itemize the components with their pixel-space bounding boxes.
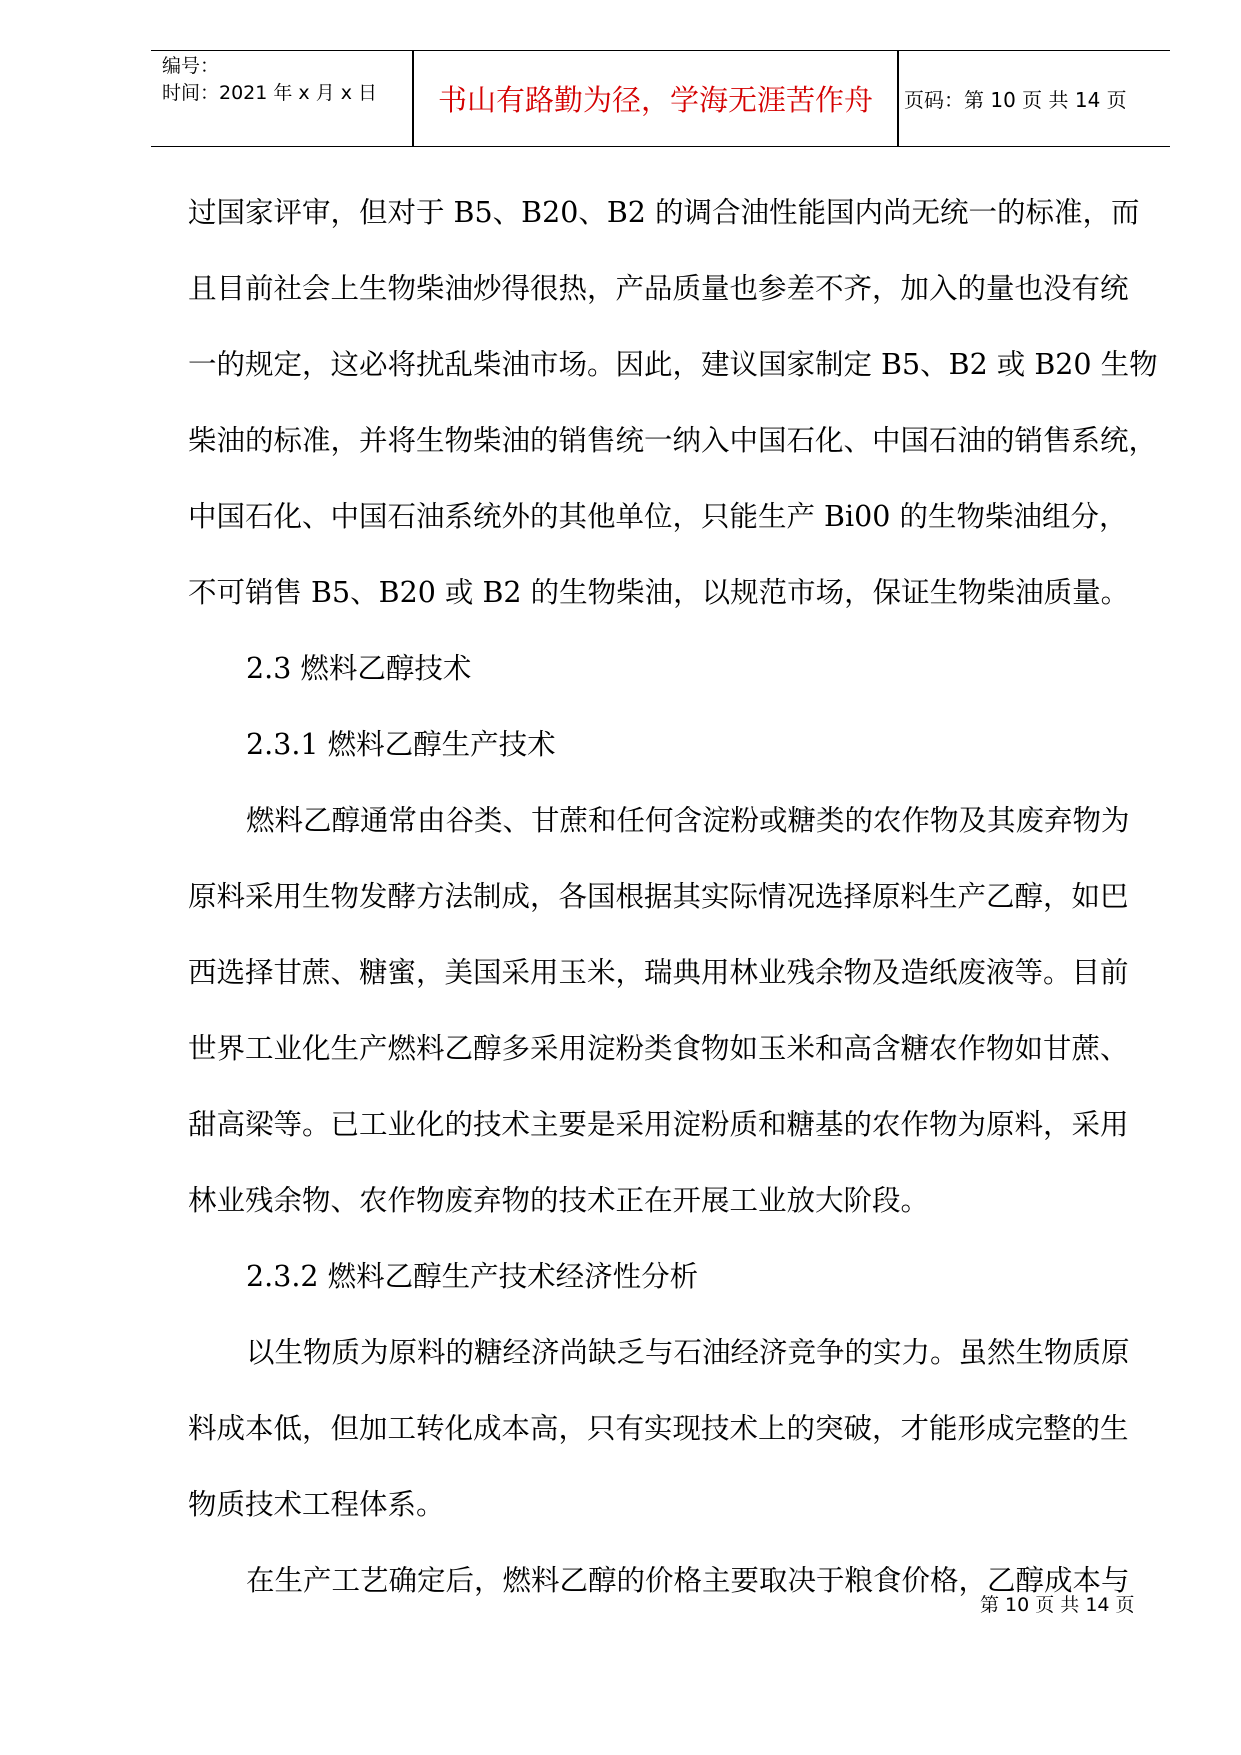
body-text-line: 物质技术工程体系。 bbox=[188, 1488, 445, 1521]
body-text-line: 西选择甘蔗、糖蜜，美国采用玉米，瑞典用林业残余物及造纸废液等。目前 bbox=[188, 956, 1129, 989]
subsection-heading: 2.3.2 燃料乙醇生产技术经济性分析 bbox=[246, 1260, 699, 1293]
body-text-line: 世界工业化生产燃料乙醇多采用淀粉类食物如玉米和高含糖农作物如甘蔗、 bbox=[188, 1032, 1129, 1065]
body-text-line: 料成本低，但加工转化成本高，只有实现技术上的突破，才能形成完整的生 bbox=[188, 1412, 1129, 1445]
subsection-heading: 2.3.1 燃料乙醇生产技术 bbox=[246, 728, 556, 761]
body-text-line: 甜高梁等。已工业化的技术主要是采用淀粉质和糖基的农作物为原料，采用 bbox=[188, 1108, 1129, 1141]
body-text-line: 林业残余物、农作物废弃物的技术正在开展工业放大阶段。 bbox=[188, 1184, 930, 1217]
header-page-number: 页码：第 10 页 共 14 页 bbox=[904, 88, 1127, 112]
body-text-line: 中国石化、中国石油系统外的其他单位，只能生产 Bi00 的生物柴油组分， bbox=[188, 500, 1128, 533]
body-text-line: 以生物质为原料的糖经济尚缺乏与石油经济竞争的实力。虽然生物质原 bbox=[246, 1336, 1130, 1369]
footer-page-number: 第 10 页 共 14 页 bbox=[980, 1594, 1135, 1616]
body-text-line: 燃料乙醇通常由谷类、甘蔗和任何含淀粉或糖类的农作物及其废弃物为 bbox=[246, 804, 1130, 837]
header-meta bbox=[162, 53, 414, 107]
body-text-line: 柴油的标准，并将生物柴油的销售统一纳入中国石化、中国石油的销售系统， bbox=[188, 424, 1158, 457]
body-text-line: 一的规定，这必将扰乱柴油市场。因此，建议国家制定 B5、B2 或 B20 生物 bbox=[188, 348, 1158, 381]
body-text-line: 过国家评审，但对于 B5、B20、B2 的调合油性能国内尚无统一的标准，而 bbox=[188, 196, 1140, 229]
body-text-line: 且目前社会上生物柴油炒得很热，产品质量也参差不齐，加入的量也没有统 bbox=[188, 272, 1129, 305]
document-body bbox=[188, 175, 1188, 1619]
body-text-line: 原料采用生物发酵方法制成，各国根据其实际情况选择原料生产乙醇，如巴 bbox=[188, 880, 1129, 913]
body-text-line: 不可销售 B5、B20 或 B2 的生物柴油，以规范市场，保证生物柴油质量。 bbox=[188, 576, 1130, 609]
document-number-label: 编号： bbox=[162, 55, 220, 77]
body-text-line: 在生产工艺确定后，燃料乙醇的价格主要取决于粮食价格，乙醇成本与 bbox=[246, 1564, 1130, 1597]
header-divider bbox=[897, 51, 899, 146]
document-time-label: 时间：2021 年 x 月 x 日 bbox=[162, 82, 378, 104]
section-heading: 2.3 燃料乙醇技术 bbox=[246, 652, 472, 685]
header-motto: 书山有路勤为径，学海无涯苦作舟 bbox=[437, 83, 873, 117]
page-header bbox=[151, 50, 1170, 147]
